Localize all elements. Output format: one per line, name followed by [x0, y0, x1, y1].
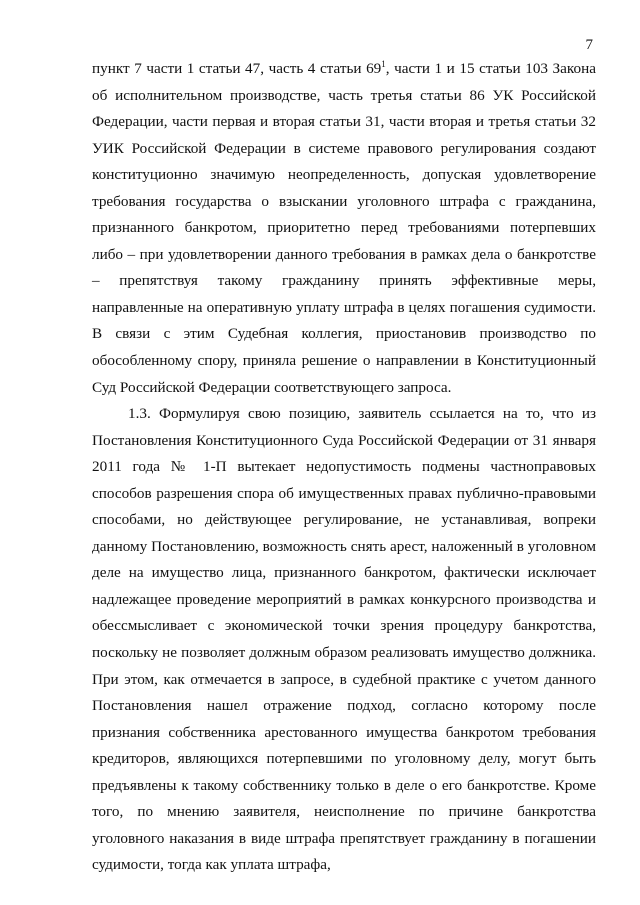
paragraph-continuation	[92, 56, 596, 401]
page-number: 7	[585, 37, 593, 53]
superscript-marker: 1	[381, 59, 386, 69]
paragraph-text-part: , части 1 и 15 статьи 103 Закона об исполнительном производстве, часть третья статьи 86 УК Российской Федерации, части первая и вторая статьи 31, части вторая и третья статьи 32 УИК Российской Федерации в системе правового регулирования создают конституционно значимую неопределенность, допуская удовлетворение требования государства о взыскании уголовного штрафа с гражданина, признанного банкротом, приоритетно перед требованиями потерпевших либо – при удовлетворении данного требования в рамках дела о банкротстве – препятствуя такому гражданину принять эффективные меры, направленные на оперативную уплату штрафа в целях погашения судимости. В связи с этим Судебная коллегия, приостановив производство по обособленному спору, приняла решение о направлении в Конституционный Суд Российской Федерации соответствующего запроса.	[92, 60, 596, 396]
document-body	[92, 56, 596, 879]
paragraph-1-3: 1.3. Формулируя свою позицию, заявитель ссылается на то, что из Постановления Конституционного Суда Российской Федерации от 31 января 2011 года № 1-П вытекает недопустимость подмены частноправовых способов разрешения спора об имущественных правах публично-правовыми способами, но действующее регулирование, не устанавливая, вопреки данному Постановлению, возможность снять арест, наложенный в уголовном деле на имущество лица, признанного банкротом, фактически исключает надлежащее проведение мероприятий в рамках конкурсного производства и обессмысливает с экономической точки зрения процедуру банкротства, поскольку не позволяет должным образом реализовать имущество должника. При этом, как отмечается в запросе, в судебной практике с учетом данного Постановления нашел отражение подход, согласно которому после признания собственника арестованного имущества банкротом требования кредиторов, являющихся потерпевшими по уголовному делу, могут быть предъявлены к такому собственнику только в деле о его банкротстве. Кроме того, по мнению заявителя, неисполнение по причине банкротства уголовного наказания в виде штрафа препятствует гражданину в погашении судимости, тогда как уплата штрафа,	[92, 405, 596, 874]
paragraph-text-part: пункт 7 части 1 статьи 47, часть 4 статьи 69	[92, 60, 382, 77]
